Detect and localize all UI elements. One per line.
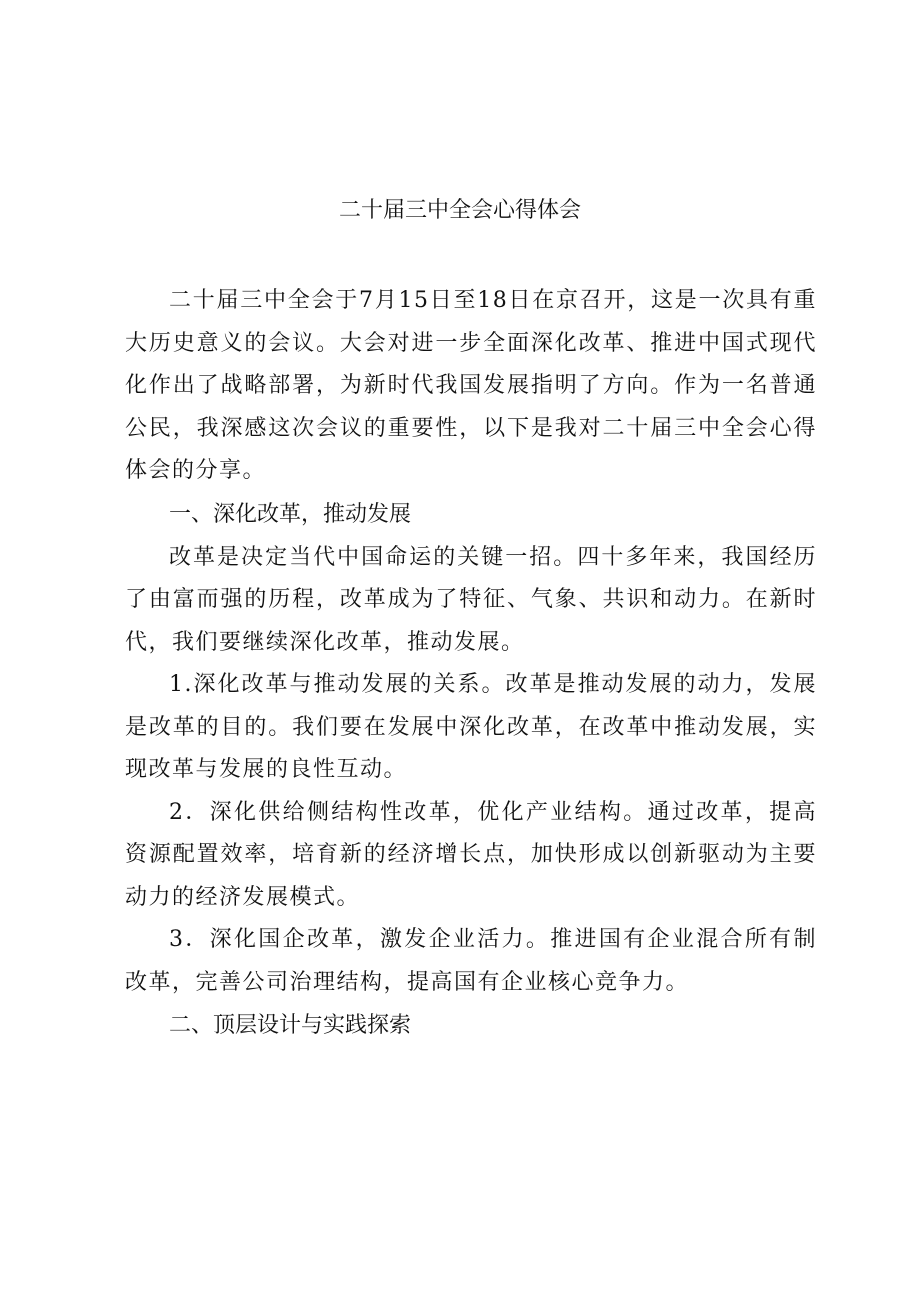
- section-1-heading: 一、深化改革，推动发展: [169, 501, 412, 527]
- section-1-point-2: 2．深化供给侧结构性改革，优化产业结构。通过改革，提高资源配置效率，培育新的经济增长点，加快形成以创新驱动为主要动力的经济发展模式。: [125, 799, 817, 910]
- section-1-point-1: 1.深化改革与推动发展的关系。改革是推动发展的动力，发展是改革的目的。我们要在发展中深化改革，在改革中推动发展，实现改革与发展的良性互动。: [125, 672, 817, 782]
- intro-paragraph: 二十届三中全会于7月15日至18日在京召开，这是一次具有重大历史意义的会议。大会对进一步全面深化改革、推进中国式现代化作出了战略部署，为新时代我国发展指明了方向。作为一名普通公民，我深感这次会议的重要性，以下是我对二十届三中全会心得体会的分享。: [125, 288, 817, 483]
- document-title: 二十届三中全会心得体会: [338, 198, 581, 223]
- section-1-paragraph: 改革是决定当代中国命运的关键一招。四十多年来，我国经历了由富而强的历程，改革成为了特征、气象、共识和动力。在新时代，我们要继续深化改革，推动发展。: [125, 544, 817, 655]
- section-2-heading: 二、顶层设计与实践探索: [169, 1013, 412, 1038]
- section-1-point-3: 3．深化国企改革，激发企业活力。推进国有企业混合所有制改革，完善公司治理结构，提高国有企业核心竞争力。: [125, 927, 817, 995]
- document-body: [125, 280, 817, 1048]
